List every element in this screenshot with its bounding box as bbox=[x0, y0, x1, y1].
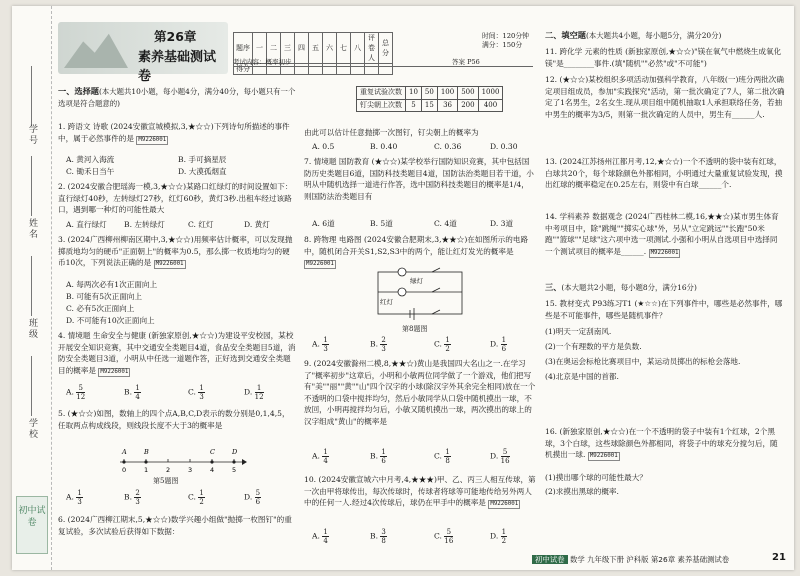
question-12: 12. (★☆☆)某校组织多项活动加强科学教育，八年级(一)班分两批次确定项目组成员，参加"实践探究"活动，第一批次确定了7人，第二批次确定了1名男生，2名女生.现从项目组中随机抽取1人承担联络任务，若抽中男生的概率为3/5，则第一批次确定的人员中，男生有______人. bbox=[545, 75, 785, 119]
question-8 bbox=[304, 234, 536, 269]
fraction: $\frac{3}{8}$ bbox=[381, 528, 386, 545]
fraction: $\frac{1}{6}$ bbox=[501, 336, 507, 353]
q8-option-b: B. $\frac{2}{3}$ bbox=[370, 336, 386, 353]
q5-option-a: A. $\frac{1}{3}$ bbox=[66, 489, 82, 506]
q6-option-d: D. 0.30 bbox=[490, 142, 518, 151]
q3-option-c: C. 必有5次正面向上 bbox=[66, 304, 135, 313]
exam-scope: 考试内容：概率初步 bbox=[233, 57, 533, 67]
question-16 bbox=[545, 426, 785, 461]
page-footer bbox=[532, 554, 729, 565]
mountain-graphic bbox=[64, 30, 128, 68]
score-table-head: 题序 bbox=[234, 33, 253, 64]
score-table-head: 四 bbox=[295, 33, 309, 64]
q5-option-b: B. $\frac{2}{3}$ bbox=[124, 489, 140, 506]
q9-option-a: A. $\frac{1}{4}$ bbox=[312, 448, 328, 465]
point-marker bbox=[144, 460, 147, 463]
answer-reference: 答案 P56 bbox=[452, 58, 480, 66]
frequency-cell: 重复试验次数 bbox=[357, 87, 406, 100]
section-2-heading bbox=[545, 30, 785, 42]
circuit-diagram bbox=[366, 266, 476, 322]
score-table-head: 八 bbox=[351, 33, 365, 64]
question-15: 15. 教材变式 P93练习T1 (★☆☆)在下列事件中，哪些是必然事件，哪些是不可能事件，哪些是随机事件？ bbox=[545, 299, 783, 320]
q16-items bbox=[545, 472, 785, 500]
point-label: C bbox=[210, 448, 215, 456]
score-table-head: 七 bbox=[337, 33, 351, 64]
score-table-cell: 得分 bbox=[234, 64, 253, 75]
fraction: $\frac{1}{4}$ bbox=[323, 528, 328, 545]
fraction: $\frac{1}{3}$ bbox=[77, 489, 82, 506]
q1-stem: 1. 跨语文 诗歌 (2024安徽宣城模拟,3,★☆☆)下列诗句所描述的事件中，属于必然事件的是 bbox=[58, 122, 290, 143]
q7-option-c: C. 4道 bbox=[434, 219, 457, 228]
q1-option-c: C. 锄禾日当午 bbox=[66, 167, 115, 176]
q9-option-d: D. $\frac{5}{16}$ bbox=[490, 448, 510, 465]
tick-label: 3 bbox=[188, 466, 193, 474]
question-5: 5. (★☆☆)如图，数轴上的四个点A,B,C,D表示的数分别是0,1,4,5，任取两点构成线段，则线段长度不大于3的概率是 bbox=[58, 409, 290, 430]
q1-option-d: D. 大漠孤烟直 bbox=[178, 167, 227, 176]
section-2-title: 二、填空题 bbox=[545, 30, 586, 40]
frequency-cell: 15 bbox=[421, 99, 437, 112]
fraction: $\frac{1}{2}$ bbox=[501, 528, 507, 545]
point-marker bbox=[210, 460, 213, 463]
point-marker bbox=[122, 460, 125, 463]
question-11: 11. 跨化学 元素的性质 (新独家原创,★☆☆)"镁在氧气中燃烧生成氧化镁"是________事件.(填"随机""必然"或"不可能") bbox=[545, 47, 782, 68]
frequency-cell: 钉尖朝上次数 bbox=[357, 99, 406, 112]
score-table-head: 一 bbox=[253, 33, 267, 64]
question-6-continued: 由此可以估计任意抛掷一次图钉，钉尖朝上的概率为 bbox=[304, 128, 479, 137]
fraction: $\frac{1}{3}$ bbox=[323, 336, 328, 353]
fraction: $\frac{5}{16}$ bbox=[444, 528, 454, 545]
question-4 bbox=[58, 330, 296, 377]
section-3-title: 三、 bbox=[545, 282, 562, 292]
q8-option-c: C. $\frac{1}{2}$ bbox=[434, 336, 450, 353]
tick-label: 4 bbox=[210, 466, 215, 474]
section-3-note: (本大题共2小题，每小题8分，满分16分) bbox=[561, 283, 697, 292]
question-7: 7. 情境题 国防教育 (★☆☆)某学校举行国防知识竞赛，其中包括国防历史类题目6道，国防科技类题目4道，国防法治类题目若干道，小明从中随机选择一道进行作答，选中国防科技类题目的概率是1/4，则国防法治类题目有 bbox=[304, 157, 534, 201]
q10-stem: 10. (2024安徽宣城六中月考,4,★★★)甲、乙、丙三人相互传球，第一次由甲将球传出，每次传球时，传球者将球等可能地传给另外两人中的任何一人.经过4次传球后，球仍在甲手中的概率是 bbox=[304, 475, 536, 508]
fraction: $\frac{5}{12}$ bbox=[76, 384, 86, 401]
q7-option-a: A. 6道 bbox=[312, 219, 335, 228]
frequency-cell: 1000 bbox=[478, 87, 503, 100]
tick-label: 0 bbox=[122, 466, 127, 474]
q10-option-d: D. $\frac{1}{2}$ bbox=[490, 528, 507, 545]
question-9: 9. (2024安徽滁州二模,8,★★☆)黄山是我国四大名山之一.在学习了"概率初步"这章后，小明和小敏两位同学做了一个游戏，他们把写有"美""丽""黄""山"四个汉字的小球(除汉字外其余完全相同)放在一个不透明的口袋中搅拌均匀，然后小敏同学从口袋中随机摸出一球，不放回，小明再搅拌均匀后，小敏又随机摸出一球，两次摸出的球上的汉字组成"黄山"的概率是 bbox=[304, 359, 536, 426]
q5-figure-caption: 第5题图 bbox=[153, 477, 179, 485]
school-line bbox=[31, 356, 32, 416]
question-1 bbox=[58, 121, 296, 145]
q10-code: M9226001 bbox=[490, 501, 519, 508]
q8-stem: 8. 跨物理 电路图 (2024安徽合肥期末,3,★★☆)在如图所示的电路中，随机闭合开关S1,S2,S3中的两个，能让红灯发光的概率是 bbox=[304, 235, 529, 256]
id-label: 学号 bbox=[27, 124, 37, 146]
q5-option-d: D. $\frac{5}{6}$ bbox=[244, 489, 261, 506]
fraction: $\frac{1}{12}$ bbox=[254, 384, 264, 401]
q15-item: (3)在奥运会标枪比赛项目中，某运动员掷出的标枪会落地. bbox=[545, 357, 741, 366]
q6-option-c: C. 0.36 bbox=[434, 142, 462, 151]
q5-option-c: C. $\frac{1}{2}$ bbox=[188, 489, 204, 506]
q4-option-d: D. $\frac{1}{12}$ bbox=[244, 384, 264, 401]
question-10 bbox=[304, 474, 536, 509]
score-table-head: 三 bbox=[281, 33, 295, 64]
q4-option-a: A. $\frac{5}{12}$ bbox=[66, 384, 86, 401]
section-1-title: 一、选择题 bbox=[58, 86, 99, 96]
fraction: $\frac{1}{3}$ bbox=[199, 384, 204, 401]
q4-code: M9226001 bbox=[100, 368, 129, 375]
q8-option-d: D. $\frac{1}{6}$ bbox=[490, 336, 507, 353]
binding-strip bbox=[12, 6, 52, 570]
frequency-table bbox=[356, 86, 503, 112]
q14-code: M9226001 bbox=[650, 249, 679, 256]
score-table-head: 五 bbox=[309, 33, 323, 64]
q8-figure-caption: 第8题图 bbox=[402, 325, 428, 333]
point-label: A bbox=[122, 448, 127, 456]
section-2-note: (本大题共4小题，每小题5分，满分20分) bbox=[585, 31, 722, 40]
fraction: $\frac{1}{2}$ bbox=[445, 336, 450, 353]
name-line bbox=[31, 156, 32, 216]
q1-option-b: B. 手可摘星辰 bbox=[178, 155, 227, 164]
q3-option-b: B. 可能有5次正面向上 bbox=[66, 292, 142, 301]
question-6: 6. (2024广西柳江期末,5,★☆☆)数学兴趣小组做"抛掷一枚图钉"的重复试验，多次试验后获得如下数据： bbox=[58, 515, 292, 536]
question-14 bbox=[545, 211, 785, 258]
chapter-banner bbox=[58, 22, 228, 84]
q8-code: M9226001 bbox=[306, 261, 334, 268]
footer-subject: 数学 九年级下册 沪科版 bbox=[569, 555, 649, 564]
frequency-cell: 500 bbox=[458, 87, 478, 100]
q3-option-a: A. 每两次必有1次正面向上 bbox=[66, 280, 158, 289]
q16-item: (2)求摸出黑球的概率. bbox=[545, 487, 619, 496]
time-limit: 时间：120分钟 bbox=[482, 32, 529, 40]
score-table bbox=[233, 32, 393, 75]
q3-option-d: D. 不可能有10次正面向上 bbox=[66, 316, 155, 325]
fraction: $\frac{1}{4}$ bbox=[323, 448, 328, 465]
section-3-heading bbox=[545, 282, 785, 294]
exam-page bbox=[12, 6, 794, 570]
id-line bbox=[31, 66, 32, 126]
q16-code: M9226001 bbox=[589, 453, 618, 460]
q2-option-c: C. 红灯 bbox=[188, 220, 214, 229]
class-label: 班级 bbox=[27, 318, 37, 340]
q6-option-a: A. 0.5 bbox=[312, 142, 335, 151]
footer-chapter: 第26章 素养基础测试卷 bbox=[650, 555, 730, 564]
q10-option-c: C. $\frac{5}{16}$ bbox=[434, 528, 454, 545]
q7-option-d: D. 3道 bbox=[490, 219, 514, 228]
q8-option-a: A. $\frac{1}{3}$ bbox=[312, 336, 328, 353]
fraction: $\frac{1}{4}$ bbox=[135, 384, 140, 401]
question-13: 13. (2024江苏扬州江都月考,12,★☆☆)一个不透明的袋中装有红球，白球共20个，每个球除颜色外都相同，小明通过大量重复试验发现，摸出红球的概率稳定在0.25左右，则袋中有白球______个. bbox=[545, 157, 783, 190]
frequency-cell: 10 bbox=[406, 87, 422, 100]
chapter-number: 第26章 bbox=[154, 29, 197, 44]
score-table-head: 总分 bbox=[379, 33, 393, 64]
fraction: $\frac{5}{6}$ bbox=[255, 489, 261, 506]
page-number: 21 bbox=[772, 552, 786, 563]
fraction: $\frac{2}{3}$ bbox=[135, 489, 140, 506]
question-3 bbox=[58, 234, 296, 269]
fraction: $\frac{1}{2}$ bbox=[199, 489, 204, 506]
green-lamp-label: 绿灯 bbox=[410, 277, 423, 285]
q4-option-c: C. $\frac{1}{3}$ bbox=[188, 384, 204, 401]
q15-item: (1)明天一定刮南风. bbox=[545, 327, 612, 336]
q16-stem: 16. (新独家原创,★☆☆)在一个不透明的袋子中装有1个红球，2个黑球，3个白球，这些球除颜色外都相同，将袋子中的球充分搅匀后，随机摸出一球. bbox=[545, 427, 778, 460]
tick-label: 1 bbox=[144, 466, 149, 474]
q2-option-b: B. 左转绿灯 bbox=[124, 220, 165, 229]
q4-option-b: B. $\frac{1}{4}$ bbox=[124, 384, 140, 401]
score-table-head: 六 bbox=[323, 33, 337, 64]
school-label: 学校 bbox=[27, 418, 37, 440]
frequency-cell: 200 bbox=[458, 99, 478, 112]
section-1-heading bbox=[58, 86, 296, 109]
red-lamp-label: 红灯 bbox=[380, 298, 393, 306]
q10-option-a: A. $\frac{1}{4}$ bbox=[312, 528, 328, 545]
q6-option-b: B. 0.40 bbox=[370, 142, 398, 151]
footer-brand: 初中试卷 bbox=[532, 555, 568, 564]
q3-code: M9226001 bbox=[155, 261, 184, 268]
tick-label: 5 bbox=[232, 466, 237, 474]
fraction: $\frac{5}{16}$ bbox=[500, 448, 510, 465]
frequency-cell: 100 bbox=[437, 87, 457, 100]
frequency-cell: 50 bbox=[421, 87, 437, 100]
q4-stem: 4. 情境题 生命安全与健康 (新独家原创,★☆☆)为建设平安校园，某校开展安全知识竞赛，其中交通安全类题目4道，食品安全类题目5道，消防安全类题目3道，小明从中任选一道题作答，正好选到交通安全类题目的概率是 bbox=[58, 331, 296, 375]
q15-items bbox=[545, 326, 785, 386]
q2-option-a: A. 直行绿灯 bbox=[66, 220, 107, 229]
full-score: 满分：150分 bbox=[482, 41, 523, 49]
name-label: 姓名 bbox=[27, 218, 37, 240]
brand-logo: 初中试卷 bbox=[16, 496, 48, 554]
time-info bbox=[482, 32, 529, 50]
fraction: $\frac{1}{6}$ bbox=[381, 448, 386, 465]
fraction: $\frac{2}{3}$ bbox=[381, 336, 386, 353]
class-line bbox=[31, 256, 32, 316]
q15-item: (4)北京是中国的首都. bbox=[545, 372, 619, 381]
score-table-head: 评卷人 bbox=[365, 33, 379, 64]
q14-stem: 14. 学科素养 数据观念 (2024广西桂林二模,16,★★☆)某市男生体育中考项目中，除"跳绳""掷实心球"外，另从"立定跳远""长跑"50米跑""篮球""足球"这六项中选一项测试.小强和小明从自选项目中选择同一个测试项目的概率是______. bbox=[545, 212, 779, 256]
test-title: 素养基础测试卷 bbox=[138, 50, 217, 84]
q16-item: (1)摸出哪个球的可能性最大？ bbox=[545, 473, 647, 482]
q7-option-b: B. 5道 bbox=[370, 219, 393, 228]
point-marker bbox=[232, 460, 235, 463]
q9-option-c: C. $\frac{1}{8}$ bbox=[434, 448, 450, 465]
point-label: D bbox=[232, 448, 238, 456]
q10-option-b: B. $\frac{3}{8}$ bbox=[370, 528, 386, 545]
question-2: 2. (2024安徽合肥瑶海一模,3,★☆☆)某路口红绿灯的时间设置如下：直行绿灯40秒，左转绿灯27秒，红灯60秒，黄灯3秒.出租车经过该路口，遇到哪一种灯的可能性最大 bbox=[58, 182, 293, 215]
q2-option-d: D. 黄灯 bbox=[244, 220, 270, 229]
q3-stem: 3. (2024广西柳州柳南区期中,3,★☆☆)用频率估计概率，可以发现抛掷质地均匀的硬币"正面朝上"的概率为0.5，那么掷一枚质地均匀的硬币10次，下列说法正确的是 bbox=[58, 235, 293, 268]
frequency-cell: 400 bbox=[478, 99, 503, 112]
q15-item: (2)一个有理数的平方是负数. bbox=[545, 342, 642, 351]
fraction: $\frac{1}{8}$ bbox=[445, 448, 450, 465]
number-line-figure bbox=[118, 442, 248, 476]
tick-label: 2 bbox=[166, 466, 171, 474]
frequency-cell: 5 bbox=[406, 99, 422, 112]
q9-option-b: B. $\frac{1}{6}$ bbox=[370, 448, 386, 465]
q1-option-a: A. 黄河入海流 bbox=[66, 155, 115, 164]
point-label: B bbox=[144, 448, 149, 456]
score-table-head: 二 bbox=[267, 33, 281, 64]
frequency-cell: 36 bbox=[437, 99, 457, 112]
q1-code: M9226001 bbox=[138, 136, 167, 143]
section-1-note: (本大题共10小题，每小题4分，满分40分，每小题只有一个选项是符合题意的) bbox=[58, 87, 296, 108]
